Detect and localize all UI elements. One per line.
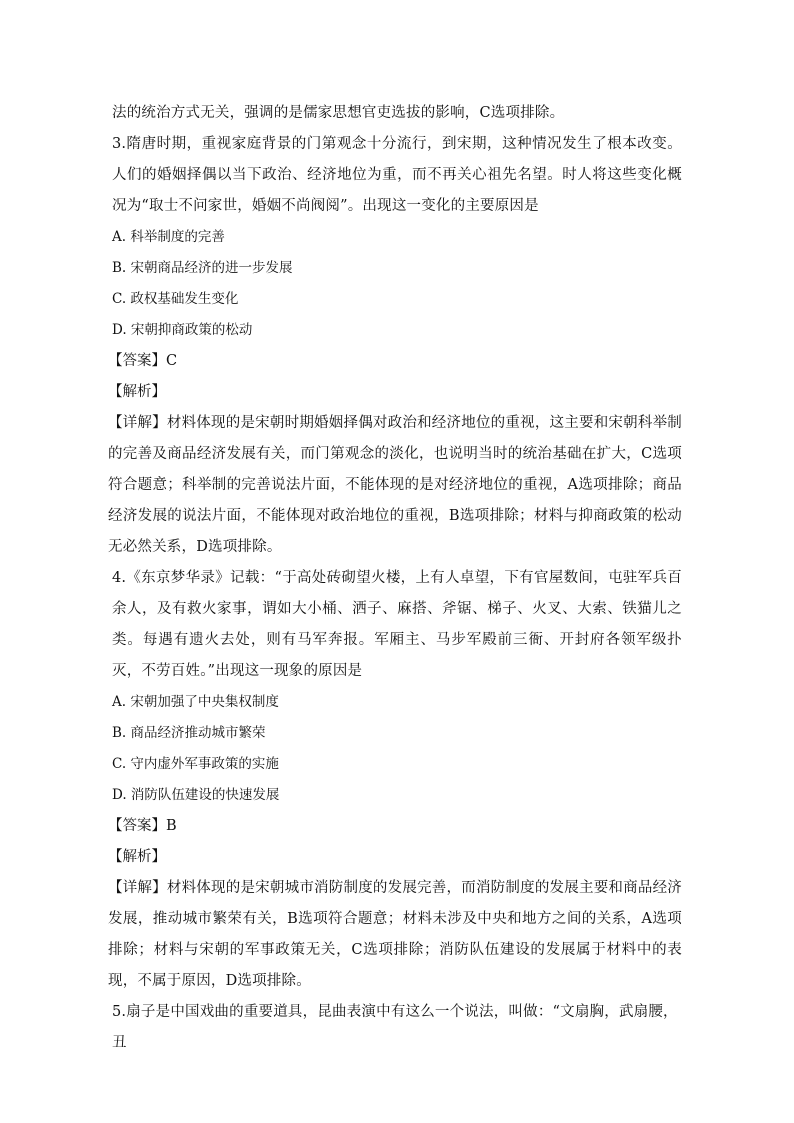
question-3-option-a: A. 科举制度的完善 (112, 229, 225, 245)
question-4-option-c: C. 守内虚外军事政策的实施 (112, 756, 279, 772)
question-3-analysis-heading: 【解析】 (108, 384, 166, 400)
question-4-option-d: D. 消防队伍建设的快速发展 (112, 787, 280, 803)
question-3-option-c: C. 政权基础发生变化 (112, 291, 239, 307)
question-4-analysis-heading: 【解析】 (108, 849, 166, 865)
question-4-option-b: B. 商品经济推动城市繁荣 (112, 725, 266, 741)
page-content (108, 98, 682, 1059)
question-4-detail: 【详解】材料体现的是宋朝城市消防制度的发展完善，而消防制度的发展主要和商品经济发展，推动城市繁荣有关，B选项符合题意；材料未涉及中央和地方之间的关系，A选项排除；材料与宋朝的军事政策无关，C选项排除；消防队伍建设的发展属于材料中的表现，不属于原因，D选项排除。 (108, 880, 682, 989)
question-4-stem: 4.《东京梦华录》记载：“于高处砖砌望火楼，上有人卓望，下有官屋数间，屯驻军兵百余人，及有救火家事，谓如大小桶、洒子、麻搭、斧锯、梯子、火叉、大索、铁猫儿之类。每遇有遗火去处，则有马军奔报。军厢主、马步军殿前三衙、开封府各领军级扑灭，不劳百姓。”出现这一现象的原因是 (112, 570, 682, 679)
question-4-answer: 【答案】B (108, 818, 177, 834)
question-3-answer: 【答案】C (108, 353, 178, 369)
question-3-detail: 【详解】材料体现的是宋朝时期婚姻择偶对政治和经济地位的重视，这主要和宋朝科举制的完善及商品经济发展有关，而门第观念的淡化，也说明当时的统治基础在扩大，C选项符合题意；科举制的完善说法片面，不能体现的是对经济地位的重视，A选项排除；商品经济发展的说法片面，不能体现对政治地位的重视，B选项排除；材料与抑商政策的松动无必然关系，D选项排除。 (108, 415, 682, 555)
text-line: 法的统治方式无关，强调的是儒家思想官吏选拔的影响，C选项排除。 (112, 105, 565, 121)
question-3-option-d: D. 宋朝抑商政策的松动 (112, 322, 253, 338)
question-4-option-a: A. 宋朝加强了中央集权制度 (112, 694, 279, 710)
question-3-stem: 3.隋唐时期，重视家庭背景的门第观念十分流行，到宋期，这种情况发生了根本改变。人们的婚姻择偶以当下政治、经济地位为重，而不再关心祖先名望。时人将这些变化概况为“取士不问家世，婚姻不尚阀阅”。出现这一变化的主要原因是 (112, 136, 682, 214)
question-3-option-b: B. 宋朝商品经济的进一步发展 (112, 260, 293, 276)
question-5-stem: 5.扇子是中国戏曲的重要道具，昆曲表演中有这么一个说法，叫做：“文扇胸，武扇腰，丑 (112, 1004, 678, 1051)
